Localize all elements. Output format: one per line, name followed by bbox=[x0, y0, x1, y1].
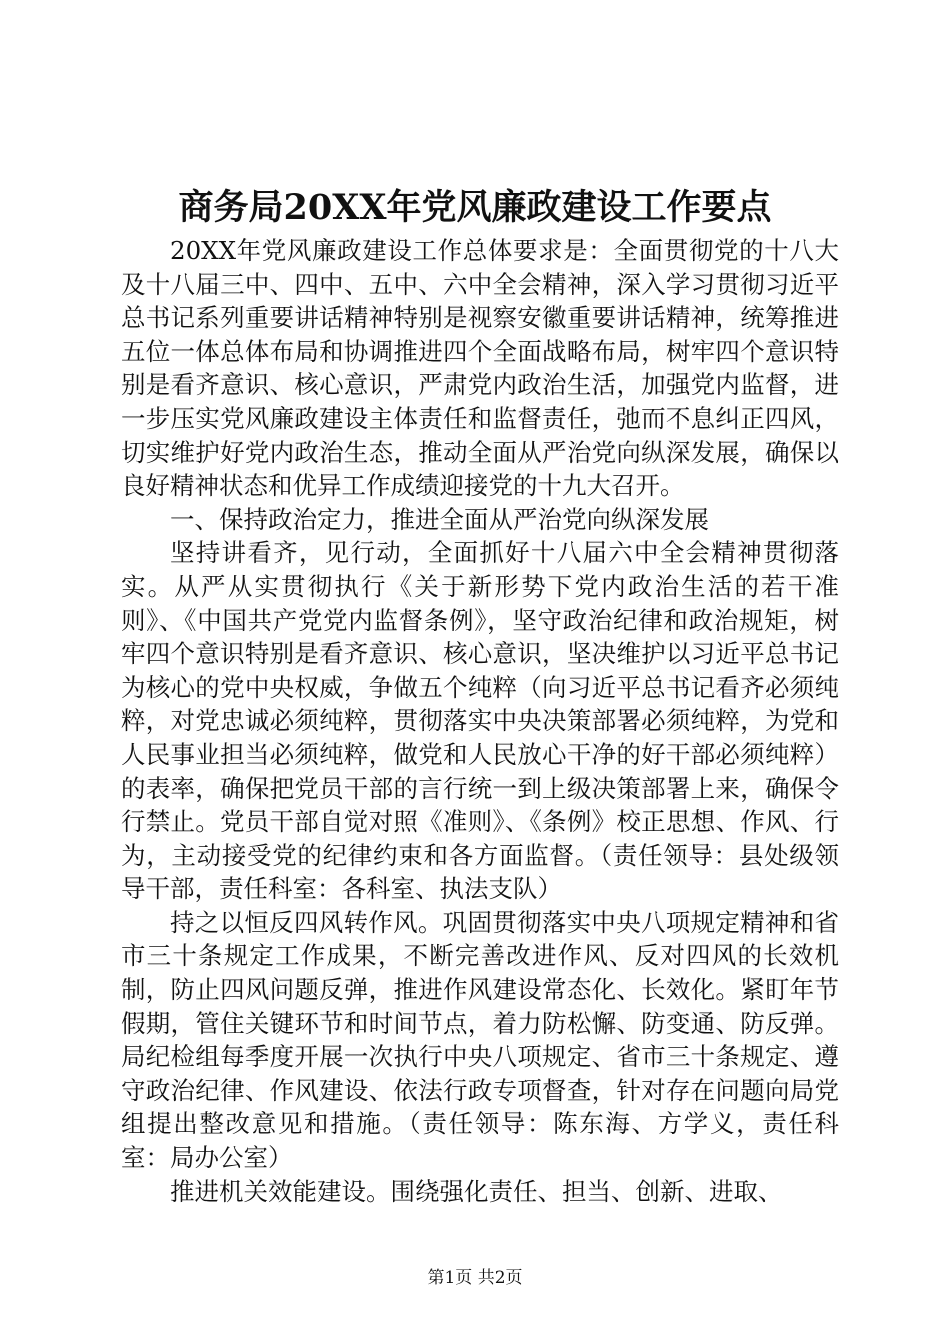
paragraph-political-discipline: 坚持讲看齐，见行动，全面抓好十八届六中全会精神贯彻落实。从严从实贯彻执行《关于新形势下党内政治生活的若干准则》、《中国共产党党内监督条例》，坚守政治纪律和政治规矩，树牢四个意识特别是看齐意识、核心意识，坚决维护以习近平总书记为核心的党中央权威，争做五个纯粹（向习近平总书记看齐必须纯粹，对党忠诚必须纯粹，贯彻落实中央决策部署必须纯粹，为党和人民事业担当必须纯粹，做党和人民放心干净的好干部必须纯粹）的表率，确保把党员干部的言行统一到上级决策部署上来，确保令行禁止。党员干部自觉对照《准则》、《条例》校正思想、作风、行为，主动接受党的纪律约束和各方面监督。（责任领导：县处级领导干部，责任科室：各科室、执法支队） bbox=[121, 538, 839, 904]
section-heading-1: 一、保持政治定力，推进全面从严治党向纵深发展 bbox=[170, 504, 709, 534]
paragraph-intro: 20XX年党风廉政建设工作总体要求是：全面贯彻党的十八大及十八届三中、四中、五中、六中全会精神，深入学习贯彻习近平总书记系列重要讲话精神特别是视察安徽重要讲话精神，统筹推进五位一体总体布局和协调推进四个全面战略布局，树牢四个意识特别是看齐意识、核心意识，严肃党内政治生活，加强党内监督，进一步压实党风廉政建设主体责任和监督责任，弛而不息纠正四风，切实维护好党内政治生态，推动全面从严治党向纵深发展，确保以良好精神状态和优异工作成绩迎接党的十九大召开。 bbox=[121, 236, 839, 501]
paragraph-four-styles: 持之以恒反四风转作风。巩固贯彻落实中央八项规定精神和省市三十条规定工作成果，不断完善改进作风、反对四风的长效机制，防止四风问题反弹，推进作风建设常态化、长效化。紧盯年节假期，管住关键环节和时间节点，着力防松懈、防变通、防反弹。局纪检组每季度开展一次执行中央八项规定、省市三十条规定、遵守政治纪律、作风建设、依法行政专项督查，针对存在问题向局党组提出整改意见和措施。（责任领导：陈东海、方学义，责任科室：局办公室） bbox=[121, 907, 839, 1173]
document-body bbox=[121, 234, 839, 1208]
document-title: 商务局20XX年党风廉政建设工作要点 bbox=[178, 187, 772, 228]
page-number-footer: 第1页 共2页 bbox=[427, 1268, 523, 1288]
paragraph-efficiency: 推进机关效能建设。围绕强化责任、担当、创新、进取、 bbox=[170, 1176, 783, 1206]
